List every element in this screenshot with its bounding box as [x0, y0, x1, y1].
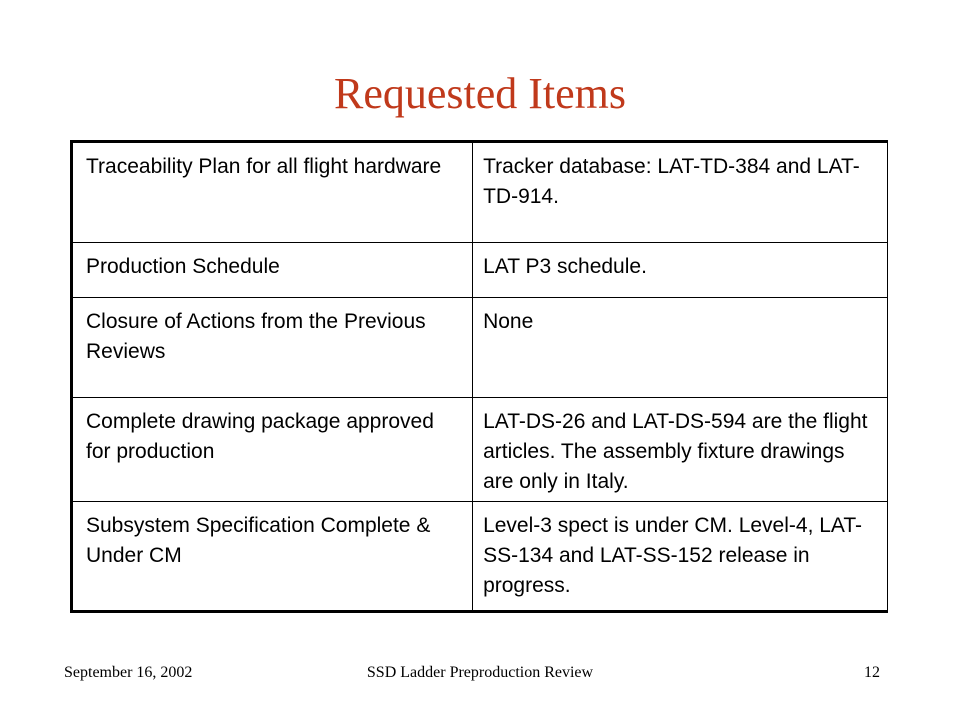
- requested-items-table: [70, 140, 888, 613]
- item-cell: Subsystem Specification Complete & Under CM: [72, 502, 473, 612]
- table-row: [72, 398, 888, 502]
- footer-presentation-title: SSD Ladder Preproduction Review: [366, 664, 594, 681]
- table-row: [72, 142, 888, 243]
- footer-page-number: 12: [864, 664, 880, 681]
- item-cell: Production Schedule: [72, 243, 473, 298]
- item-cell: Complete drawing package approved for production: [72, 398, 473, 502]
- table-row: [72, 298, 888, 398]
- table-row: [72, 502, 888, 612]
- item-cell: Closure of Actions from the Previous Reviews: [72, 298, 473, 398]
- status-cell: None: [473, 298, 888, 398]
- footer-date: September 16, 2002: [64, 664, 193, 681]
- slide-title: Requested Items: [333, 69, 627, 118]
- status-cell: Level-3 spect is under CM. Level-4, LAT-SS-134 and LAT-SS-152 release in progress.: [473, 502, 888, 612]
- item-cell: Traceability Plan for all flight hardware: [72, 142, 473, 243]
- status-cell: LAT-DS-26 and LAT-DS-594 are the flight articles. The assembly fixture drawings are only in Italy.: [473, 398, 888, 502]
- status-cell: Tracker database: LAT-TD-384 and LAT-TD-914.: [473, 142, 888, 243]
- status-cell: LAT P3 schedule.: [473, 243, 888, 298]
- table-row: [72, 243, 888, 298]
